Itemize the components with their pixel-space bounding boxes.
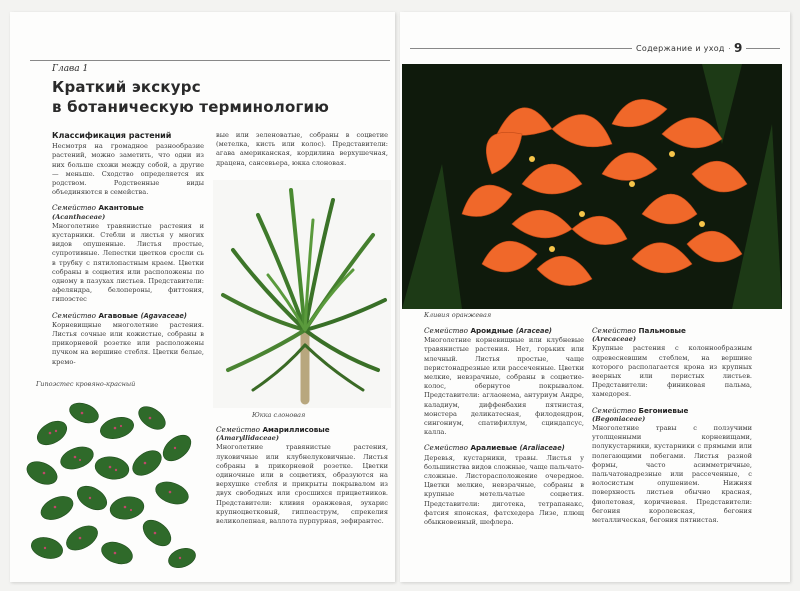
family-heading-araceae bbox=[424, 326, 584, 336]
hypoestes-illustration bbox=[22, 393, 198, 571]
family-name: Аралиевые bbox=[470, 443, 518, 453]
family-heading-agavaceae bbox=[52, 311, 204, 321]
family-latin: (Acanthaceae) bbox=[52, 212, 106, 221]
yucca-photo bbox=[213, 180, 391, 408]
caption-iresine: Гипоэстес кровяно-красный bbox=[36, 380, 136, 388]
chapter-rule bbox=[30, 60, 390, 61]
family-heading-arecaceae bbox=[592, 326, 752, 335]
family-name: Ароидные bbox=[470, 326, 514, 335]
family-prefix: Семейство bbox=[592, 405, 636, 415]
clivia-photo bbox=[402, 64, 782, 309]
family-name: Амариллисовые bbox=[262, 425, 330, 434]
family-prefix: Семейство bbox=[216, 425, 260, 434]
chapter-title-line1: Краткий экскурс bbox=[52, 78, 201, 96]
family-heading-araliaceae bbox=[424, 443, 584, 453]
column-2-bottom bbox=[216, 425, 388, 527]
family-text-amaryllidaceae: Многолетние травянистые растения, луковичные или клубнелуковичные. Листья собраны в прикорневой розетке. Цветки одиночные или в соцветиях, образуются на верхушке стебля и прикрыты покрывалом из двух свободных или сросшихся прицветников. Представители: кливия оранжевая, эухарис крупноцветковый, гиппеаструм, спрекелия великолепная, валлота пурпурная, зефирантес. bbox=[216, 443, 388, 526]
chapter-label: Глава 1 bbox=[52, 64, 89, 74]
family-latin: (Agavaceae) bbox=[140, 311, 187, 320]
section-heading: Классификация растений bbox=[52, 131, 172, 140]
column-1 bbox=[52, 131, 204, 368]
caption-clivia: Кливия оранжевая bbox=[424, 311, 492, 319]
family-prefix: Семейство bbox=[424, 326, 468, 335]
running-head: Содержание и уход bbox=[632, 44, 729, 53]
column-4 bbox=[592, 326, 752, 526]
family-prefix: Семейство bbox=[592, 326, 636, 335]
family-latin: (Amaryllidaceae) bbox=[216, 434, 279, 443]
family-latin: (Araliaceae) bbox=[519, 444, 565, 453]
column-2-top bbox=[216, 131, 388, 169]
chapter-title-line2: в ботаническую терминологию bbox=[52, 98, 329, 116]
family-name: Агавовые bbox=[98, 310, 139, 320]
page-number: 9 bbox=[730, 41, 746, 55]
yucca-illustration bbox=[213, 180, 391, 408]
family-prefix: Семейство bbox=[424, 443, 468, 453]
family-text-araceae: Многолетние корневищные или клубневые травянистые растения. Нет, горьких или млечный. Листья простые, чаще перистонадрезные или рассеченные. Цветки мелкие, невзрачные, собраны в соцветие-колос, обернутое покрывалом. Представители: аглаонема, антуриум Андре, каладиум, диффенбахия пятнистая, монстера деликатесная, филодендрон, сингониум, спатифиллум, сциндапсус, калла. bbox=[424, 336, 584, 437]
family-text-acanthaceae: Многолетние травянистые растения и кустарники. Стебли и листья у многих видов опушенные. Листья простые, супротивные. Лепестки цветков сросли сь в трубку с пятилопастным краем. Цветки собраны в соцветия или расположены по одному в пазухах листьев. Представители: афеляндра, белопероны, фиттония, гипоэстес bbox=[52, 221, 204, 304]
chapter-title bbox=[52, 77, 382, 117]
intro-paragraph: Несмотря на громадное разнообразие растений, можно заметить, что одни из них больше схожи между собой, а другие — меньше. Сходство определяется их родством. Родственные виды объединяются в семейства. bbox=[52, 142, 204, 197]
family-latin: (Araceae) bbox=[515, 327, 552, 335]
agave-continuation: вые или зеленоватые, собраны в соцветие (метелка, кисть или колос). Представители: агава американская, кордилина верхушечная, драцена, сансевьера, юкка слоновая. bbox=[216, 131, 388, 167]
family-prefix: Семейство bbox=[52, 310, 96, 320]
family-text-begoniaceae: Многолетние травы с ползучими утолщенными корневищами, полукустарники, кустарники с прямыми или полегающими побегами. Листья разной формы, часто асимметричные, пальчатонадрезные или рассеченные, с волосистым опушением. Нижняя поверхность листьев обычно красная, фиолетовая, коричневая. Представители: бегония королевская, бегония металлическая, бегония пятнистая. bbox=[592, 424, 752, 525]
family-name: Акантовые bbox=[98, 203, 144, 213]
hypoestes-photo bbox=[22, 393, 198, 571]
family-heading-begoniaceae bbox=[592, 406, 752, 415]
family-prefix: Семейство bbox=[52, 203, 96, 213]
family-name: Бегониевые bbox=[638, 405, 689, 415]
family-text-araliaceae: Деревья, кустарники, травы. Листья у большинства видов сложные, чаще пальчато-сложные. Листорасположение очередное. Цветки мелкие, невзрачные, собраны в крупные метельчатые соцветия. Представители: диготека, тетрапанакс, фатсия японская, фатсхедера Лизе, плющ обыкновенный, шефлера. bbox=[424, 453, 584, 527]
family-latin: (Begoniaceae) bbox=[592, 414, 646, 423]
column-3 bbox=[424, 326, 584, 528]
family-latin: (Arecaceae) bbox=[592, 335, 636, 344]
family-text-arecaceae: Крупные растения с колоннообразным одревесневшим стеблем, на вершине которого располагается крона из крупных веерных или перистых листьев. Представители: финиковая пальма, хамедорея. bbox=[592, 344, 752, 399]
family-heading-acanthaceae bbox=[52, 203, 204, 212]
family-text-agavaceae: Корневищные многолетние растения. Листья сочные или кожистые, собраны в прикорневой розетке или расположены пучком на вершине стебля. Цветки белые, кремо- bbox=[52, 320, 204, 366]
family-heading-amaryllidaceae bbox=[216, 425, 388, 434]
clivia-illustration bbox=[402, 64, 782, 309]
family-name: Пальмовые bbox=[638, 326, 686, 335]
caption-yucca: Юкка слоновая bbox=[252, 411, 306, 419]
